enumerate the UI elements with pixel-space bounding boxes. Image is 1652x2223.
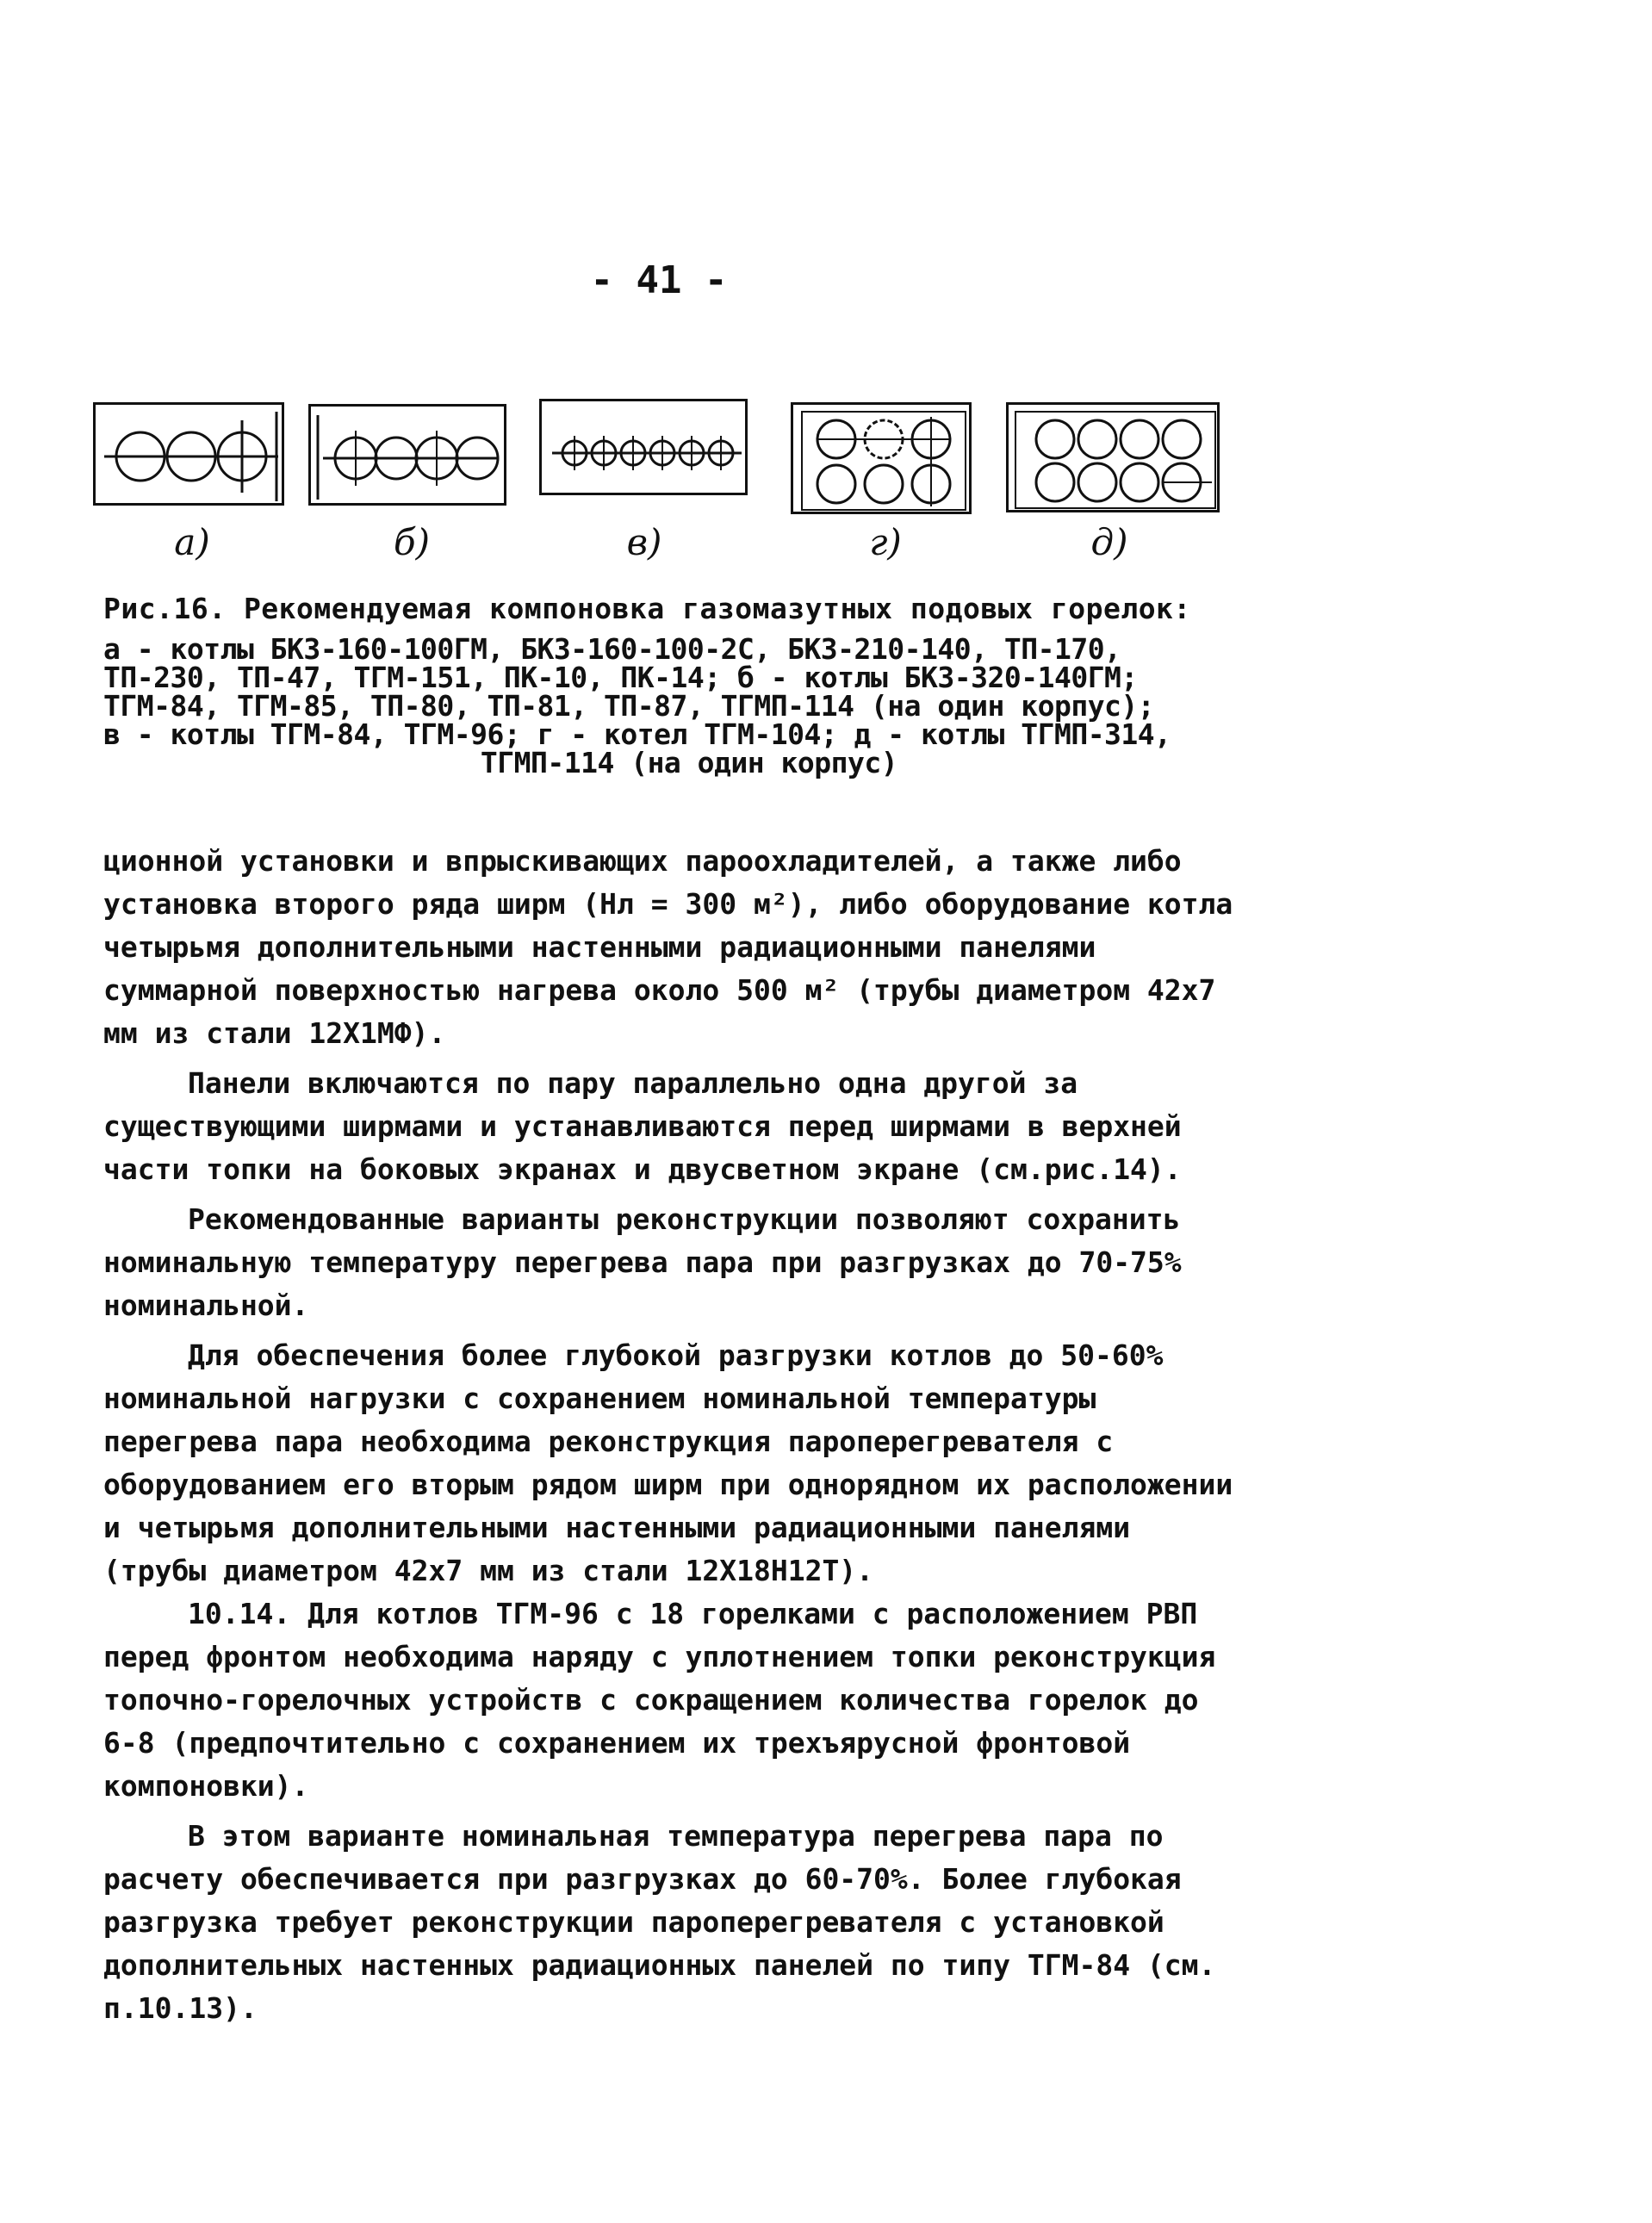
layout-d-burners [1009,405,1222,515]
layout-b-burners [311,407,509,508]
layout-g-box [791,402,972,514]
layout-a-label: а) [174,521,210,563]
caption-line: а - котлы БКЗ-160-100ГМ, БКЗ-160-100-2С, БКЗ-210-140, ТП-170, [103,632,1121,666]
caption-line: ТГМП-114 (на один корпус) [480,746,898,779]
figure-caption [103,594,1223,777]
layout-b-label: б) [393,521,431,563]
paragraph: Для обеспечения более глубокой разгрузки котлов до 50-60% номинальной нагрузки с сохранением номинальной температуры перегрева пара необходима реконструкция пароперегревателя с оборудованием его вторым рядом ширм при однорядном их расположении и четырьмя дополнительными настенными радиационными панелями (трубы диаметром 42х7 мм из стали 12Х18Н12Т). [103,1338,1233,1587]
paragraph: В этом варианте номинальная температура перегрева пара по расчету обеспечивается при разгрузках до 60-70%. Более глубокая разгрузка требует реконструкции пароперегревателя с установкой дополнительных настенных радиационных панелей по типу ТГМ-84 (см. п.10.13). [103,1819,1216,2025]
caption-title: Рис.16. Рекомендуемая компоновка газомазутных подовых горелок: [103,592,1191,625]
layout-v-box [539,399,748,495]
paragraph: Панели включаются по пару параллельно одна другой за существующими ширмами и устанавливаются перед ширмами в верхней части топки на боковых экранах и двусветном экране (см.рис.14). [103,1066,1182,1186]
layout-a-burners [96,405,287,508]
caption-line: ТГМ-84, ТГМ-85, ТП-80, ТП-81, ТП-87, ТГМП-114 (на один корпус); [103,689,1155,723]
caption-line: в - котлы ТГМ-84, ТГМ-96; г - котел ТГМ-104; д - котлы ТГМП-314, [103,717,1171,751]
layout-d-label: д) [1090,521,1128,563]
layout-d-box [1006,402,1220,512]
layout-b-box [308,404,506,506]
burner-layout-figure [93,392,1247,590]
paragraph: 10.14. Для котлов ТГМ-96 с 18 горелками с расположением РВП перед фронтом необходима наряду с уплотнением топки реконструкция топочно-горелочных устройств с сокращением количества горелок до 6-8 (предпочтительно с сохранением их трехъярусной фронтовой компоновки). [103,1597,1216,1803]
body-text [103,840,1240,2030]
page-number: - 41 - [590,258,728,302]
paragraph: Рекомендованные варианты реконструкции позволяют сохранить номинальную температуру перегрева пара при разгрузках до 70-75% номинальной. [103,1202,1182,1322]
layout-a-box [93,402,284,506]
layout-v-burners [542,401,750,498]
layout-v-label: в) [626,521,662,563]
layout-g-burners [793,405,974,517]
caption-line: ТП-230, ТП-47, ТГМ-151, ПК-10, ПК-14; б - котлы БКЗ-320-140ГМ; [103,661,1138,694]
paragraph: ционной установки и впрыскивающих пароохладителей, а также либо установка второго ряда ширм (Hл = 300 м²), либо оборудование котла четырьмя дополнительными настенными радиационными панелями суммарной поверхностью нагрева около 500 м² (трубы диаметром 42х7 мм из стали 12Х1МФ). [103,844,1233,1050]
layout-g-label: г) [869,521,902,563]
